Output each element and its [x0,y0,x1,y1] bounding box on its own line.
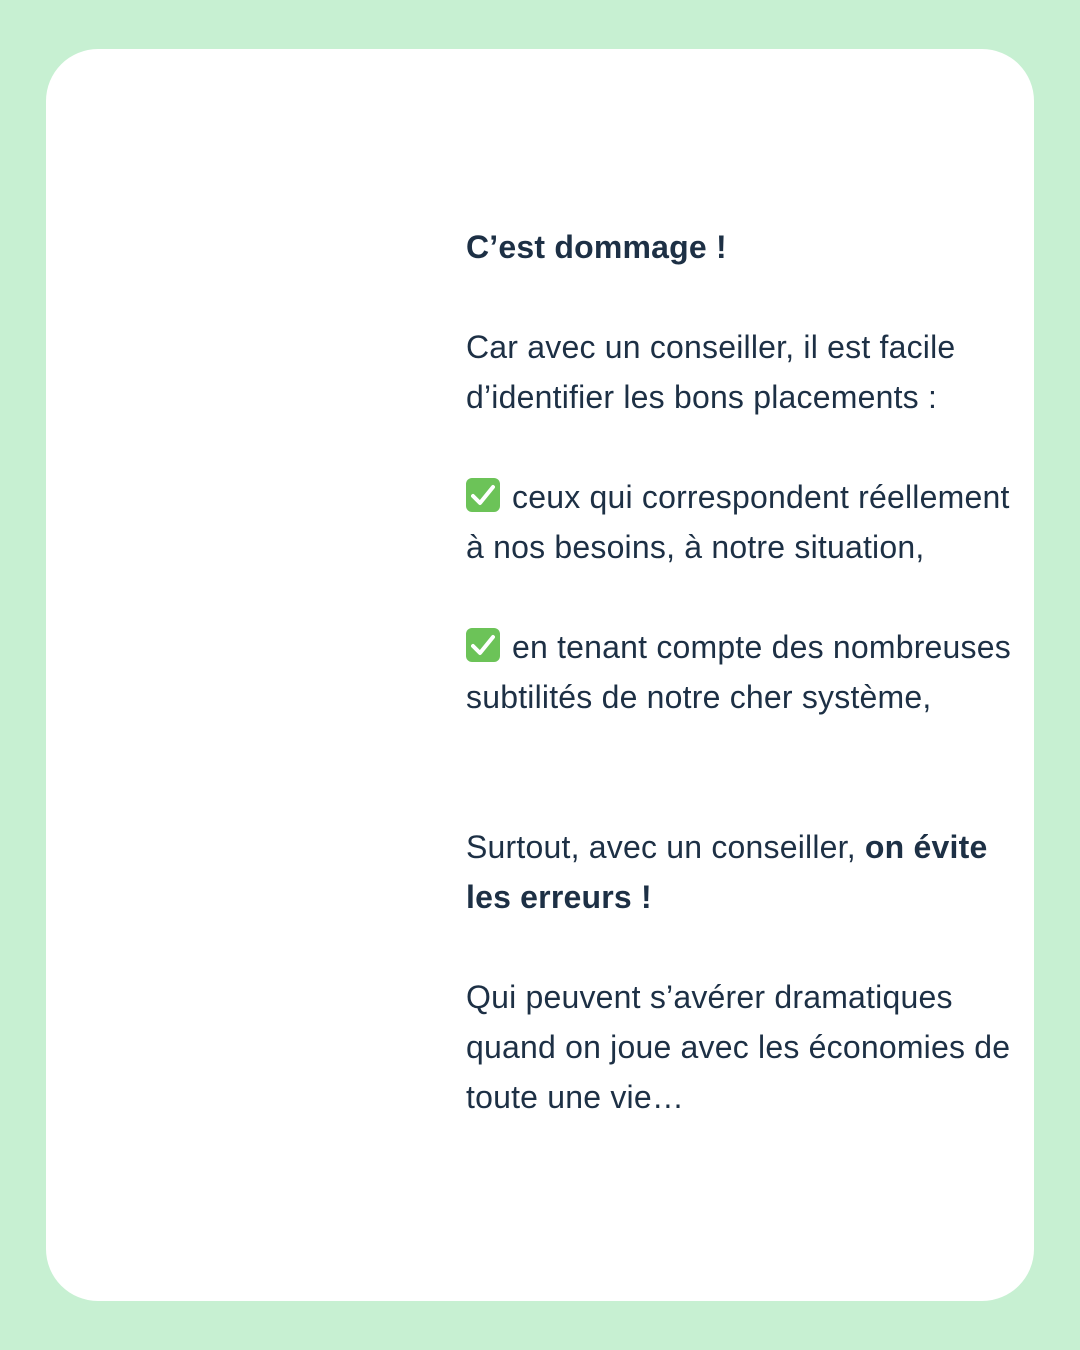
check-mark-icon [466,478,500,512]
intro-paragraph: Car avec un conseiller, il est facile d’identifier les bons placements : [466,329,956,415]
check-mark-icon [466,628,500,662]
bullet-text: ceux qui correspondent réellement à nos besoins, à notre situation, [466,479,1010,565]
content-card [46,49,1034,1301]
heading: C’est dommage ! [466,229,727,265]
bullet-item [466,622,1036,722]
bullet-text: en tenant compte des nombreuses subtilités de notre cher système, [466,629,1011,715]
text-column [466,222,1036,1122]
bullet-item [466,472,1036,572]
surtout-paragraph [466,822,1036,922]
surtout-bold-text: on évite les erreurs ! [466,829,988,915]
surtout-regular-text: Surtout, avec un conseiller, [466,829,865,865]
closing-paragraph: Qui peuvent s’avérer dramatiques quand on joue avec les économies de toute une vie… [466,979,1011,1115]
